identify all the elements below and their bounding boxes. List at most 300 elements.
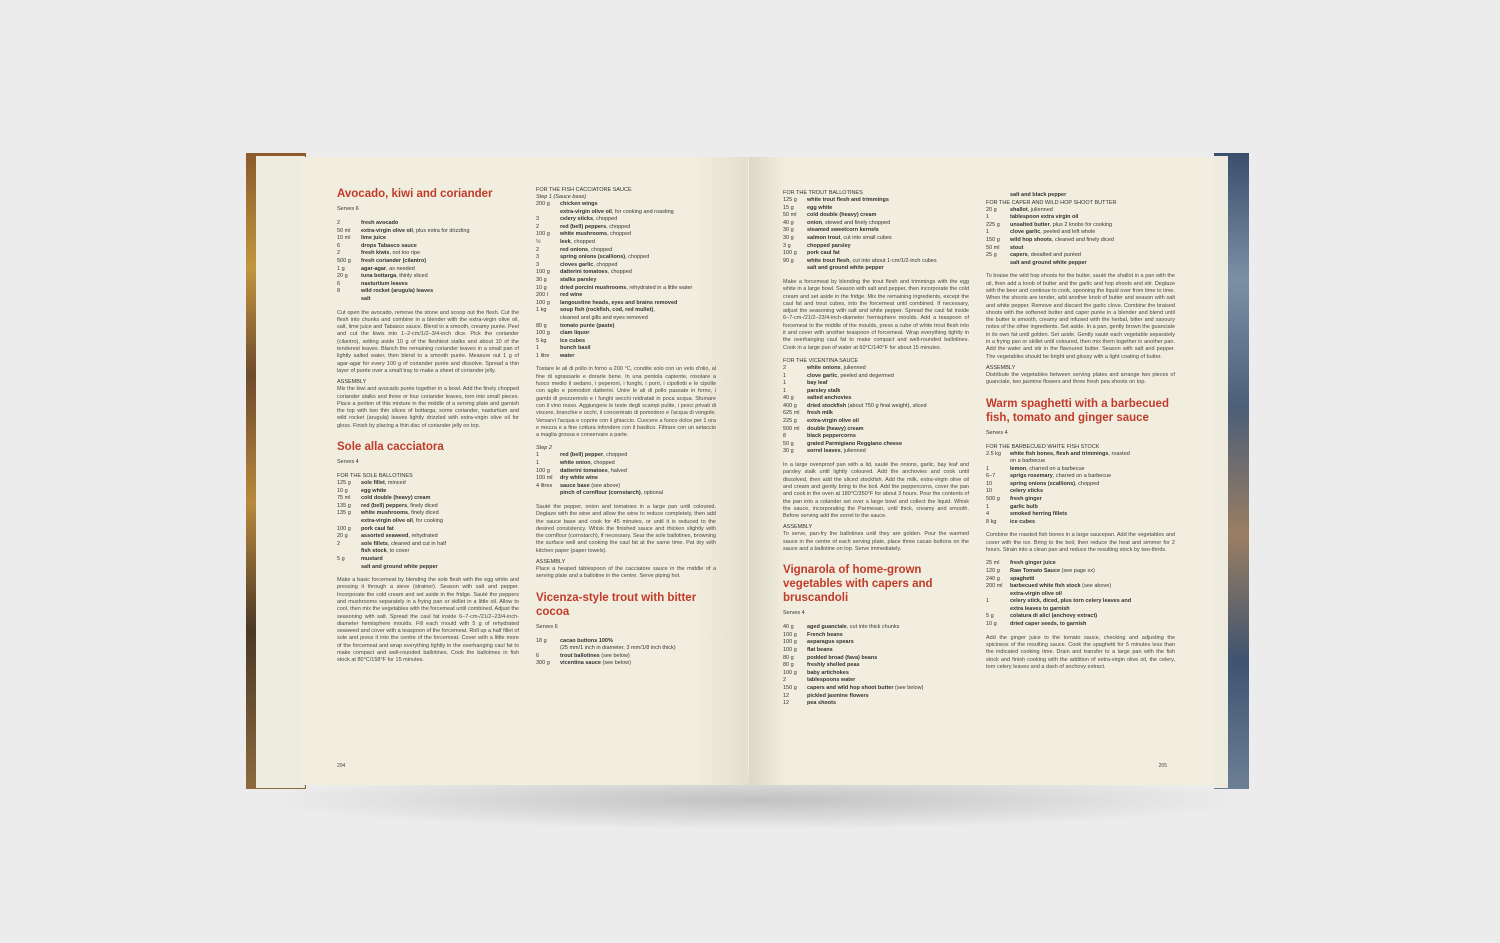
ingredient-name — [1010, 245, 1023, 253]
ingredient-row — [783, 250, 969, 258]
ingredient-quantity: 30 g — [783, 234, 794, 241]
ingredient-name-bold: unsalted butter — [1010, 221, 1050, 228]
ingredient-quantity: 100 g — [783, 639, 797, 646]
ingredient-name-bold: cloves garlic — [560, 261, 594, 268]
ingredient-name-bold: clam liquor — [560, 330, 590, 337]
assembly-text: Distribute the vegetables between serving plates and arrange two pieces of guanciale, two jasmine flowers and three fresh pea shoots on top. — [986, 371, 1175, 386]
ingredient-name — [560, 323, 614, 331]
ingredient-name-bold: aged guanciale — [807, 624, 847, 631]
ingredient-note: , finely diced — [408, 510, 439, 517]
right-page — [749, 157, 1213, 785]
ingredient-list — [986, 560, 1175, 628]
ingredient-name-bold: red (bell) peppers — [361, 502, 408, 509]
ingredient-note: , for cooking and roasting — [611, 208, 674, 215]
ingredient-list — [337, 480, 519, 571]
ingredient-quantity: 80 g — [536, 322, 547, 329]
ingredient-quantity: 100 g — [536, 231, 550, 238]
ingredient-name-bold: salt and ground white pepper — [807, 265, 884, 272]
method-text: In a large ovenproof pan with a lid, sauté the onions, garlic, bay leaf and parsley stalk until lightly coloured. Add the anchovies and cook until dissolved, then add the sliced stockfish. Add the milk, extra-virgin olive oil and cream and gently bring to the boil. Add the peppercorns, cover the pan and cook in the oven at 180°C/350°F for about 3 hours. Pour the contents of the pan into a colander set over a large bowl and collect the liquid. Whisk the sauce, incorporating the Parmesan, until thick, creamy and smooth. Before serving add the sorrel to the sauce. — [783, 462, 969, 520]
ingredient-name — [361, 556, 383, 564]
ingredient-name — [807, 448, 866, 456]
ingredient-row — [986, 214, 1175, 222]
ingredient-quantity: 2.5 kg — [986, 450, 1001, 457]
ingredient-name — [560, 209, 674, 217]
ingredient-row — [783, 205, 969, 213]
ingredient-name — [560, 224, 630, 232]
ingredient-name — [1010, 576, 1034, 584]
ingredient-name-bold: egg white — [807, 204, 833, 211]
ingredient-quantity: 10 ml — [337, 235, 351, 242]
ingredient-row — [986, 222, 1175, 230]
ingredient-quantity: 3 — [536, 216, 540, 223]
ingredient-quantity: 3 g — [783, 242, 791, 249]
ingredient-row — [986, 237, 1175, 245]
ingredient-name — [807, 647, 833, 655]
serves-label: Serves 4 — [783, 610, 805, 617]
ingredient-name — [560, 330, 589, 338]
ingredient-name-bold: smoked herring fillets — [1010, 511, 1068, 518]
ingredient-name — [807, 433, 856, 441]
ingredient-name — [361, 228, 470, 236]
ingredient-name-bold: fresh avocado — [361, 220, 399, 226]
ingredient-name — [807, 197, 889, 205]
ingredient-row — [337, 526, 519, 534]
ingredient-note: , plus extra for drizzling — [412, 227, 470, 234]
ingredient-quantity: 5 g — [337, 555, 345, 562]
ingredient-row — [986, 576, 1175, 584]
ingredient-name-bold: red (bell) peppers — [560, 223, 607, 230]
ingredient-quantity: 25 g — [986, 252, 997, 259]
ingredient-quantity: 15 g — [783, 204, 794, 211]
ingredient-name-bold: white onions — [807, 364, 841, 371]
ingredient-name — [361, 266, 415, 274]
ingredient-name — [1010, 481, 1099, 489]
recipe-title: Vicenza-style trout with bitter cocoa — [536, 591, 697, 618]
ingredient-quantity: 225 g — [986, 221, 1000, 228]
ingredient-row — [337, 228, 519, 236]
ingredient-row — [783, 220, 969, 228]
ingredient-name-bold: ice cubes — [560, 337, 586, 344]
ingredient-row — [986, 606, 1175, 614]
ingredient-row — [986, 621, 1175, 629]
ingredient-name-bold: pickled jasmine flowers — [807, 692, 869, 699]
ingredient-name-bold: steamed sweetcorn kernels — [807, 227, 879, 234]
ingredient-name-bold: pinch of cornflour (cornstarch) — [560, 490, 641, 497]
ingredient-row — [337, 266, 519, 274]
ingredient-note: , thinly sliced — [396, 273, 428, 280]
ingredient-quantity — [337, 564, 361, 572]
ingredient-quantity: 18 g — [536, 637, 547, 644]
ingredient-row — [536, 209, 716, 217]
ingredient-row — [986, 511, 1175, 519]
ingredient-name — [560, 660, 631, 668]
page-number: 204 — [337, 763, 346, 769]
ingredient-quantity: 20 g — [337, 273, 348, 280]
ingredient-row — [536, 216, 716, 224]
ingredient-name-bold: extra-virgin olive oil — [361, 227, 413, 234]
ingredient-name-bold: white onion — [560, 460, 591, 467]
ingredient-note: (see above) — [1080, 583, 1112, 590]
ingredient-row — [783, 700, 969, 708]
ingredient-quantity: 3 — [536, 261, 540, 268]
ingredient-note: , peeled and left whole — [1040, 229, 1096, 236]
ingredient-name — [1010, 583, 1111, 591]
ingredient-quantity: 50 g — [783, 440, 794, 447]
ingredient-quantity — [986, 192, 1010, 200]
ingredient-name-bold: agar-agar — [361, 265, 387, 272]
ingredient-note: , desalted and puréed — [1027, 252, 1081, 259]
ingredient-row — [783, 227, 969, 235]
ingredient-note: , cleaned and finely diced — [1051, 236, 1114, 243]
ingredient-quantity: 10 — [986, 488, 993, 495]
ingredient-name — [361, 258, 426, 266]
ingredient-quantity: 1 — [783, 380, 787, 387]
ingredient-name — [1010, 458, 1045, 466]
ingredient-quantity: 500 ml — [783, 425, 800, 432]
ingredient-row — [986, 519, 1175, 527]
ingredient-name — [1010, 207, 1053, 215]
ingredient-name — [560, 452, 627, 460]
ingredient-row — [337, 288, 519, 296]
ingredient-list — [536, 638, 716, 668]
ingredient-subheading: FOR THE VICENTINA SAUCE — [783, 357, 859, 364]
ingredient-name-bold: wild rocket (arugula) leaves — [361, 288, 434, 295]
ingredient-name-bold: clove garlic — [1010, 229, 1041, 236]
ingredient-note: cleaned and gills and eyes removed — [560, 314, 648, 321]
ingredient-name — [807, 677, 855, 685]
ingredient-quantity: 50 ml — [783, 212, 797, 219]
ingredient-note: , cut into thick chunks — [846, 624, 900, 631]
ingredient-row — [783, 433, 969, 441]
ingredient-name-bold: wild hop shoots — [1010, 236, 1052, 243]
ingredient-row — [337, 258, 519, 266]
ingredient-quantity: 2 — [536, 223, 540, 230]
ingredient-note: , rehydrated — [408, 533, 438, 540]
ingredient-name — [807, 410, 833, 418]
ingredient-name-bold: leek — [560, 238, 571, 245]
ingredient-row — [783, 418, 969, 426]
ingredient-quantity: 100 g — [536, 299, 550, 306]
recipe-title: Sole alla cacciatora — [337, 440, 444, 453]
ingredient-name-bold: tomato purée (paste) — [560, 322, 615, 329]
ingredient-subheading: FOR THE TROUT BALLOTINES — [783, 190, 863, 196]
ingredient-quantity: 50 ml — [337, 227, 351, 234]
ingredient-name-bold: ice cubes — [1010, 518, 1036, 525]
ingredient-name-bold: red (bell) pepper — [560, 452, 604, 459]
ingredient-note: , julienned — [1027, 206, 1053, 213]
ingredient-quantity: 100 g — [783, 669, 797, 676]
ingredient-name — [807, 655, 877, 663]
ingredient-name — [560, 315, 648, 323]
ingredient-name — [1010, 511, 1067, 519]
ingredient-name — [1010, 252, 1081, 260]
ingredient-quantity: 625 ml — [783, 410, 800, 417]
method-text: Tostare le ali di pollo in forno a 200 °C, condite solo con un velo d'olio, al fine di sgrassarle e dorarle bene. In una pentola capiente, rosolare a fuoco medio il sedano, i peperoni, i funghi, i porri, i cipollotti e le cipolle con aglio e pomodori datterini. Unire le ali di pollo passate in forno, i gambi di prezzemolo e i funghi secchi reidratati in poca acqua. Sfumare con il vino rosso. Aggiungere le teste degli scampi pulite, i pesci privati di viscere, branchie e occhi, il concentrato di pomodoro e l'acqua di vongole. Versarvi l'acqua e coprire con il ghiaccio. Cuocere a fuoco dolce per 1 ora e mezza e a fine cottura infondere con il basilico. Filtrare con un setaccio a maglia grossa e conservare a parte. — [536, 366, 716, 439]
ingredient-row — [783, 426, 969, 434]
ingredient-quantity: 30 g — [783, 448, 794, 455]
ingredient-name-bold: cacao buttons 100% — [560, 637, 613, 644]
ingredient-row — [783, 395, 969, 403]
ingredient-row — [986, 496, 1175, 504]
ingredient-name — [560, 338, 585, 346]
ingredient-name-bold: black peppercorns — [807, 433, 856, 440]
ingredient-name-bold: freshly shelled peas — [807, 662, 860, 669]
ingredient-name-bold: spring onions (scallions) — [1010, 480, 1076, 487]
ingredient-name-bold: mustard — [361, 555, 383, 562]
ingredient-row — [783, 197, 969, 205]
ingredient-quantity: 4 — [986, 511, 990, 518]
ingredient-row — [783, 380, 969, 388]
ingredient-name — [1010, 496, 1042, 504]
ingredient-note: , optional — [640, 490, 663, 497]
ingredient-quantity — [783, 265, 807, 273]
ingredient-name-bold: clove garlic — [807, 372, 838, 379]
ingredient-row — [337, 533, 519, 541]
ingredient-name-bold: stout — [1010, 244, 1024, 251]
ingredient-name — [560, 262, 618, 270]
ingredient-row — [536, 460, 716, 468]
ingredient-note: , chopped — [603, 452, 628, 459]
ingredient-name-bold: spring onions (scallions) — [560, 254, 626, 261]
ingredient-list — [536, 452, 716, 498]
ingredient-row — [783, 677, 969, 685]
ingredient-row — [536, 224, 716, 232]
ingredient-quantity — [536, 315, 560, 323]
ingredient-quantity: 10 g — [986, 621, 997, 628]
ingredient-name — [560, 247, 612, 255]
ingredient-row — [783, 403, 969, 411]
ingredient-name — [361, 495, 430, 503]
ingredient-name — [1010, 488, 1043, 496]
ingredient-name — [560, 292, 582, 300]
ingredient-name-bold: datterini tomatoes — [560, 467, 608, 474]
ingredient-name — [361, 518, 443, 526]
ingredient-name — [1010, 560, 1056, 568]
ingredient-name-bold: dried porcini mushrooms — [560, 284, 627, 291]
ingredient-note: , chopped — [625, 254, 650, 261]
method-text: Make a forcemeat by blending the trout flesh and trimmings with the egg white in a large bowl. Season with salt and pepper, then incorporate the cold cream and set aside in the fridge. Mix the remaining ingredients, except the caul fat and trout cubes, into the forcemeat until combined. If necessary, adjust the seasoning with salt and white pepper. Spread the caul fat inside 6–7-cm-/21/2–23/4-inch-diameter hemisphere moulds. Add a teaspoon of forcemeat to the middle of the moulds, press a cube of white trout flesh into it and cover with another teaspoon of forcemeat. Wrap everything tightly in the overhanging caul fat to make compact and well-rounded ballotines. Cook in a large pan of water at 60°C/140°F for about 15 minutes. — [783, 278, 969, 351]
ingredient-name — [807, 693, 869, 701]
ingredient-name — [1010, 606, 1070, 614]
ingredient-row — [783, 212, 969, 220]
ingredient-row — [783, 624, 969, 632]
ingredient-row — [536, 483, 716, 491]
ingredient-quantity: 200 ml — [986, 583, 1003, 590]
ingredient-name — [807, 373, 894, 381]
ingredient-name-bold: grated Parmigiano Reggiano cheese — [807, 440, 903, 447]
ingredient-name-bold: spaghetti — [1010, 575, 1035, 582]
ingredient-name-bold: celery sticks — [1010, 488, 1044, 495]
ingredient-row — [536, 277, 716, 285]
ingredient-name-bold: baby artichokes — [807, 669, 849, 676]
ingredient-note: , chopped — [593, 216, 618, 223]
ingredient-name — [560, 300, 677, 308]
ingredient-note: , — [653, 307, 655, 314]
ingredient-name — [560, 638, 613, 646]
ingredient-row — [536, 315, 716, 323]
ingredient-quantity: 12 — [783, 692, 790, 699]
ingredient-name — [361, 480, 406, 488]
ingredient-row — [986, 583, 1175, 591]
ingredient-name-bold: chopped parsley — [807, 242, 851, 249]
ingredient-name-bold: shallot — [1010, 206, 1028, 213]
ingredient-note: , rehydrated in a little water — [626, 284, 693, 291]
ingredient-row — [337, 220, 519, 228]
ingredient-row — [536, 254, 716, 262]
ingredient-quantity: 80 g — [783, 654, 794, 661]
ingredient-name — [361, 510, 439, 518]
ingredient-name-bold: podded broad (fava) beans — [807, 654, 878, 661]
ingredient-quantity: 2 — [536, 246, 540, 253]
ingredient-name — [560, 269, 632, 277]
ingredient-note: , as needed — [386, 265, 415, 272]
ingredient-name-bold: sole fillets — [361, 540, 388, 547]
ingredient-quantity — [986, 606, 1010, 614]
ingredient-name — [361, 235, 386, 243]
ingredient-row — [783, 265, 969, 273]
ingredient-quantity: 1 — [986, 503, 990, 510]
page-edges-left — [256, 156, 305, 788]
ingredient-name-bold: soup fish (rockfish, cod, red mullet) — [560, 307, 654, 314]
ingredient-quantity: 150 g — [986, 236, 1000, 243]
ingredient-quantity: 10 g — [337, 487, 348, 494]
ingredient-row — [536, 307, 716, 315]
ingredient-quantity: 100 g — [536, 330, 550, 337]
ingredient-quantity — [986, 591, 1010, 599]
ingredient-name — [361, 288, 433, 296]
ingredient-row — [986, 473, 1175, 481]
method-text: To braise the wild hop shoots for the butter, sauté the shallot in a pan with the oil, then add a knob of butter and the garlic and hop shoots and stir. Deglaze with the beer and continue to cook, spooning the liquid over from time to time. When the shoots are tender, add another knob of butter and season with salt and white pepper. Remove and discard the garlic clove. Combine the braised shoots with the softened butter and caper purée in a blender and blend until the butter is smooth, creamy and infused with the herbal, bitter and savoury notes of the other ingredients. Set aside. In a pan, gently brown the guanciale in its own fat until golden. Set aside. Gently sauté each vegetable separately in a frying pan or skillet until coloured, then mix them together in another pan. Add the water and stir in the flavoured butter. Season with salt and pepper. The vegetables should be bright and glossy with a light coating of butter. — [986, 273, 1175, 360]
ingredient-name — [560, 345, 591, 353]
ingredient-quantity: 20 g — [337, 533, 348, 540]
ingredient-name — [1010, 598, 1131, 606]
ingredient-row — [783, 365, 969, 373]
ingredient-name — [1010, 613, 1097, 621]
ingredient-row — [337, 235, 519, 243]
ingredient-name — [1010, 192, 1066, 200]
ingredient-note: , chopped — [607, 231, 632, 238]
ingredient-note: , roasted — [1108, 450, 1130, 457]
serves-label: Serves 4 — [337, 458, 359, 465]
ingredient-quantity: 8 kg — [986, 518, 997, 525]
ingredient-quantity: 2 — [337, 540, 341, 547]
ingredient-name-bold: white trout flesh and trimmings — [807, 197, 889, 203]
ingredient-name-bold: sauce base — [560, 482, 590, 489]
ingredient-name-bold: datterini tomatoes — [560, 269, 608, 276]
ingredient-name-bold: red wine — [560, 292, 583, 299]
ingredient-name — [560, 468, 627, 476]
ingredient-note: , cut into small cubes — [840, 234, 892, 241]
ingredient-row — [337, 273, 519, 281]
ingredient-quantity: 120 g — [986, 567, 1000, 574]
ingredient-row — [986, 488, 1175, 496]
ingredient-name-bold: fresh milk — [807, 410, 833, 417]
ingredient-name — [1010, 451, 1130, 459]
ingredient-row — [536, 323, 716, 331]
ingredient-note: , chopped — [1075, 480, 1100, 487]
ingredient-name-bold: salt and ground white pepper — [1010, 259, 1087, 266]
ingredient-row — [783, 388, 969, 396]
ingredient-subheading: FOR THE CAPER AND WILD HOP SHOOT BUTTER — [986, 199, 1117, 206]
ingredient-quantity: 8 — [337, 288, 341, 295]
ingredient-row — [986, 458, 1175, 466]
ingredient-subheading: FOR THE SOLE BALLOTINES — [337, 472, 413, 479]
ingredient-name-bold: fresh ginger juice — [1010, 560, 1056, 567]
ingredient-quantity: 1 litre — [536, 352, 550, 359]
ingredient-name-bold: colatura di alici (anchovy extract) — [1010, 613, 1098, 620]
ingredient-row — [536, 330, 716, 338]
ingredient-note: , peeled and degermed — [837, 372, 894, 379]
ingredient-name — [1010, 214, 1078, 222]
ingredient-name-bold: extra-virgin olive oil — [807, 418, 859, 425]
method-text: Add the ginger juice to the tomato sauce, checking and adjusting the spiciness of the resulting sauce. Cook the spaghetti for 5 minutes less than the indicated cooking time. Drain and transfer to a large pan with the fish stock and finish cooking with the addition of extra-virgin olive oil, the celery, torn celery leaves and a dash of anchovy extract. — [986, 634, 1175, 670]
ingredient-note: , cleaned and cut in half — [387, 540, 447, 547]
ingredient-quantity: 100 g — [536, 269, 550, 276]
ingredient-name-bold: cold double (heavy) cream — [361, 495, 431, 502]
ingredient-name — [807, 685, 923, 693]
ingredient-row — [337, 495, 519, 503]
ingredient-row — [783, 448, 969, 456]
ingredient-quantity: 6 — [337, 242, 341, 249]
ingredient-list — [986, 207, 1175, 268]
method-text: Cut open the avocado, remove the stone and scoop out the flesh. Cut the flesh into chunks and combine in a blender with the extra-virgin olive oil, salt, lime juice and Tabasco sauce. Blend to a smooth, creamy purée. Peel and cut the kiwis into 1–2-cm/1/2–3/4-inch dice. Pick the coriander (cilantro), setting aside 10 g of the fleshiest stalks and about 10 of the tenderest leaves. Blanch the remaining coriander leaves in a small pan of lightly salted water, then blend to a smooth purée. Measure out 1 g of agar-agar for every 100 g of coriander purée and dissolve. Spread a thin layer of purée over a small tray to make a sheet of coriander jelly. — [337, 309, 519, 374]
ingredient-note: , not too ripe — [389, 250, 421, 257]
ingredient-name-bold: drops Tabasco sauce — [361, 242, 417, 249]
ingredient-quantity: 10 g — [536, 284, 547, 291]
ingredient-name-bold: dry white wine — [560, 475, 598, 482]
ingredient-quantity: 1 — [986, 214, 990, 221]
ingredient-quantity: 12 — [783, 700, 790, 707]
ingredient-row — [986, 568, 1175, 576]
ingredient-name-bold: red onions — [560, 246, 589, 253]
ingredient-note: , for cooking — [412, 517, 443, 524]
ingredient-note: , chopped — [607, 269, 632, 276]
ingredient-name — [807, 388, 840, 396]
ingredient-quantity: 50 ml — [986, 244, 1000, 251]
ingredient-name-bold: sorrel leaves — [807, 448, 841, 455]
ingredient-name-bold: salt and ground white pepper — [361, 563, 438, 570]
step-label: Step 2 — [536, 445, 552, 452]
ingredient-quantity: 90 g — [783, 257, 794, 264]
ingredient-row — [337, 541, 519, 549]
ingredient-quantity: 1 g — [337, 265, 345, 272]
ingredient-name-bold: parsley stalk — [807, 387, 841, 394]
ingredient-name-bold: white trout flesh — [807, 257, 850, 264]
ingredient-row — [337, 488, 519, 496]
ingredient-quantity: 200 g — [536, 201, 550, 207]
ingredient-row — [783, 639, 969, 647]
right-page-column-1 — [783, 190, 969, 708]
ingredient-quantity: 6 — [337, 280, 341, 287]
ingredient-quantity: 5 kg — [536, 337, 547, 344]
ingredient-name-bold: pea shoots — [807, 700, 837, 707]
ingredient-name-bold: white fish bones, flesh and trimmings — [1010, 450, 1109, 457]
ingredient-note: , minced — [384, 479, 406, 486]
ingredient-name-bold: assorted seaweed — [361, 533, 409, 540]
ingredient-name — [361, 564, 438, 572]
ingredient-quantity: 1 kg — [536, 307, 547, 314]
ingredient-name-bold: extra leaves to garnish — [1010, 605, 1070, 612]
ingredient-quantity: 225 g — [783, 418, 797, 425]
ingredient-row — [783, 441, 969, 449]
ingredient-name — [807, 441, 902, 449]
ingredient-row — [986, 613, 1175, 621]
ingredient-name — [560, 483, 620, 491]
ingredient-name — [807, 250, 840, 258]
ingredient-name-bold: white mushrooms — [560, 231, 608, 238]
ingredient-quantity: 5 g — [986, 613, 994, 620]
left-page-column-2 — [536, 187, 716, 668]
